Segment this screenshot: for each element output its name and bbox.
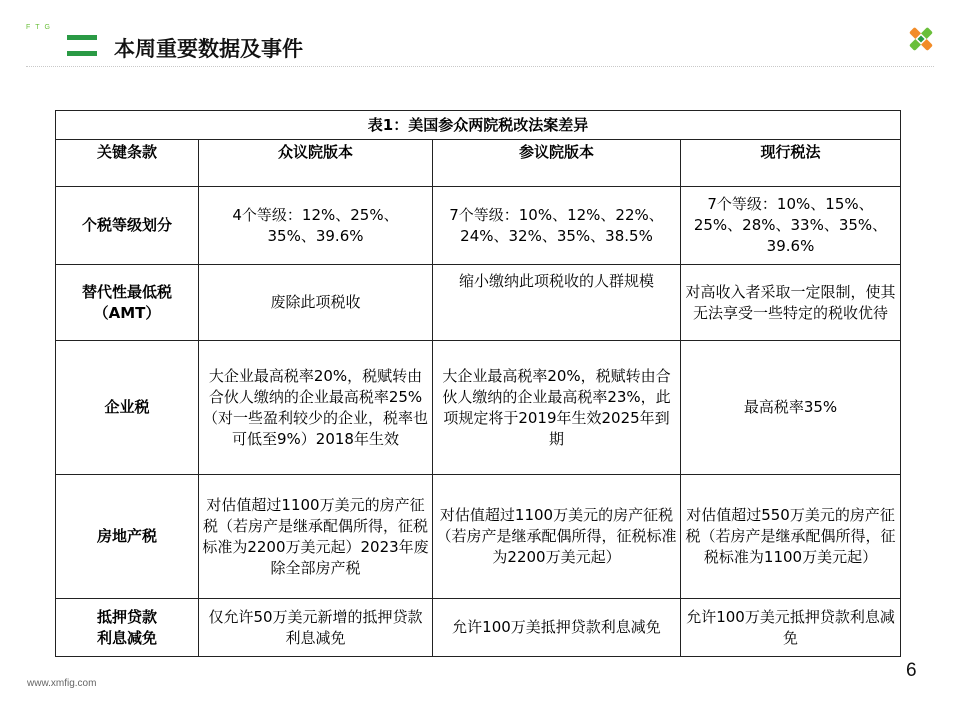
row-key: 替代性最低税（AMT） xyxy=(56,265,199,341)
senate-cell: 缩小缴纳此项税收的人群规模 xyxy=(433,265,681,341)
senate-cell: 大企业最高税率20%，税赋转由合伙人缴纳的企业最高税率23%，此项规定将于2019年生效2025年到期 xyxy=(433,341,681,475)
title-divider xyxy=(26,66,934,67)
house-cell: 仅允许50万美元新增的抵押贷款利息减免 xyxy=(199,599,433,657)
table-header-row xyxy=(56,140,901,187)
column-header: 众议院版本 xyxy=(199,140,433,187)
house-cell: 4个等级：12%、25%、35%、39.6% xyxy=(199,187,433,265)
row-key: 个税等级划分 xyxy=(56,187,199,265)
current-cell: 对高收入者采取一定限制，使其无法享受一些特定的税收优待 xyxy=(681,265,901,341)
table-row xyxy=(56,475,901,599)
current-cell: 允许100万美元抵押贷款利息减免 xyxy=(681,599,901,657)
senate-cell: 7个等级：10%、12%、22%、24%、32%、35%、38.5% xyxy=(433,187,681,265)
current-cell: 最高税率35% xyxy=(681,341,901,475)
senate-cell: 允许100万美抵押贷款利息减免 xyxy=(433,599,681,657)
table-row xyxy=(56,187,901,265)
current-cell: 7个等级：10%、15%、25%、28%、33%、35%、39.6% xyxy=(681,187,901,265)
brand-small-text: FTG xyxy=(26,24,55,31)
table-row xyxy=(56,265,901,341)
row-key: 房地产税 xyxy=(56,475,199,599)
senate-cell: 对估值超过1100万美元的房产征税（若房产是继承配偶所得，征税标准为2200万美元起） xyxy=(433,475,681,599)
house-cell: 废除此项税收 xyxy=(199,265,433,341)
row-key: 抵押贷款利息减免 xyxy=(56,599,199,657)
table-caption: 表1：美国参众两院税改法案差异 xyxy=(56,111,901,140)
title-accent-mark xyxy=(67,34,97,58)
column-header: 参议院版本 xyxy=(433,140,681,187)
house-cell: 对估值超过1100万美元的房产征税（若房产是继承配偶所得，征税标准为2200万美元起）2023年废除全部房产税 xyxy=(199,475,433,599)
footer-url: www.xmfig.com xyxy=(27,678,97,689)
table-row xyxy=(56,599,901,657)
table-row xyxy=(56,341,901,475)
tax-reform-comparison-table xyxy=(55,110,901,657)
column-header: 关键条款 xyxy=(56,140,199,187)
brand-logo-icon xyxy=(906,24,936,54)
current-cell: 对估值超过550万美元的房产征税（若房产是继承配偶所得，征税标准为1100万美元起） xyxy=(681,475,901,599)
column-header: 现行税法 xyxy=(681,140,901,187)
house-cell: 大企业最高税率20%，税赋转由合伙人缴纳的企业最高税率25%（对一些盈利较少的企业，税率也可低至9%）2018年生效 xyxy=(199,341,433,475)
page-number: 6 xyxy=(906,660,917,681)
row-key: 企业税 xyxy=(56,341,199,475)
page-title: 本周重要数据及事件 xyxy=(114,37,303,61)
